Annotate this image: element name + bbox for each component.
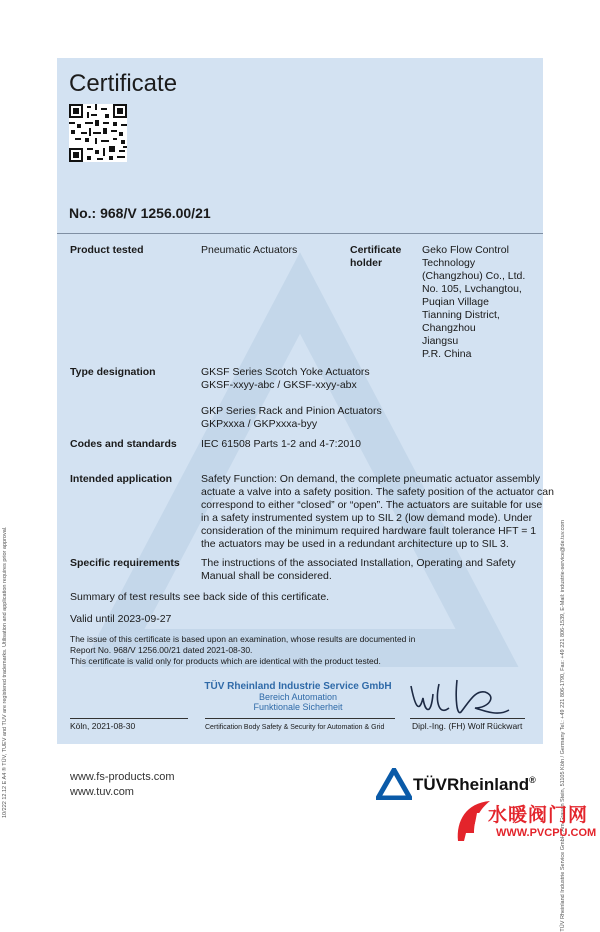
qr-code-icon (69, 104, 127, 162)
place-date: Köln, 2021-08-30 (70, 721, 136, 731)
holder-label: Certificate holder (350, 244, 402, 269)
svg-text:P: P (474, 810, 488, 832)
intended-application-label: Intended application (70, 473, 173, 485)
signature-line (205, 718, 395, 719)
certificate-number: No.: 968/V 1256.00/21 (69, 205, 211, 221)
page-title: Certificate (69, 70, 178, 97)
codes-label: Codes and standards (70, 438, 177, 450)
stamp-line-3: Funktionale Sicherheit (253, 702, 343, 712)
certification-body: Certification Body Safety & Security for Automation & Grid (205, 724, 385, 731)
codes-value: IEC 61508 Parts 1-2 and 4-7:2010 (201, 438, 361, 450)
tuv-stamp (188, 681, 408, 712)
type-designation-value: GKSF Series Scotch Yoke Actuators GKSF-xxyy-abc / GKSF-xxyy-abx GKP Series Rack and Pinion Actuators GKPxxxa / GKPxxxa-byy (201, 366, 382, 430)
tuv-logo-icon (376, 768, 412, 800)
signature-icon (405, 672, 515, 724)
side-note-left: 10/222 12.12 E A4 ® TÜV, TUEV and TUV are registered trademarks. Utilisation and application requires prior approval. (2, 526, 8, 818)
valid-until: Valid until 2023-09-27 (70, 613, 172, 625)
holder-value: Geko Flow Control Technology (Changzhou) Co., Ltd. No. 105, Lvchangtou, Puqian Village Tianning District, Changzhou Jiangsu P.R. China (422, 244, 526, 360)
registered-mark: ® (529, 775, 536, 785)
specific-requirements-value: The instructions of the associated Installation, Operating and Safety Manual shall be considered. (201, 557, 516, 582)
issue-note: The issue of this certificate is based upon an examination, whose results are documented in Report No. 968/V 1256.00/21 dated 2021-08-30. This certificate is valid only for products which are identical with the product tested. (70, 634, 416, 666)
type-designation-label: Type designation (70, 366, 156, 378)
site-watermark-url: WWW.PVCPU.COM (496, 827, 597, 839)
tuv-brand-text: TÜVRheinland (413, 775, 530, 794)
intended-application-value: Safety Function: On demand, the complete pneumatic actuator assembly actuate a valve into a safety position. The safety position of the actuator can correspond to either “closed” or “open”. The actuators are suitable for use in a safety instrumented system up to SIL 2 (low demand mode). Under consideration of the minimum required hardware fault tolerance HFT = 1 the actuators may be used in a redundant architecture up to SIL 3. (201, 473, 554, 550)
footer-url-tuv[interactable]: www.tuv.com (70, 786, 134, 798)
footer-url-fs-products[interactable]: www.fs-products.com (70, 771, 175, 783)
signature-line (70, 718, 188, 719)
side-note-right: TÜV Rheinland Industrie Service GmbH, Am Grauen Stein, 51105 Köln / Germany Tel.: +49 221 806-1790, Fax: +49 221 806-1539, E-Mail: industrie-service@de.tuv.com (560, 520, 566, 932)
divider (57, 233, 543, 234)
product-tested-label: Product tested (70, 244, 144, 256)
stamp-line-1: TÜV Rheinland Industrie Service GmbH (204, 681, 392, 692)
stamp-line-2: Bereich Automation (258, 692, 338, 702)
tuv-brand (413, 775, 536, 795)
signature-line (410, 718, 525, 719)
specific-requirements-label: Specific requirements (70, 557, 180, 569)
product-tested-value: Pneumatic Actuators (201, 244, 298, 256)
signer-name: Dipl.-Ing. (FH) Wolf Rückwart (412, 721, 523, 731)
site-watermark-cn: 水暖阀门网 (488, 804, 589, 826)
summary-text: Summary of test results see back side of this certificate. (70, 591, 330, 603)
